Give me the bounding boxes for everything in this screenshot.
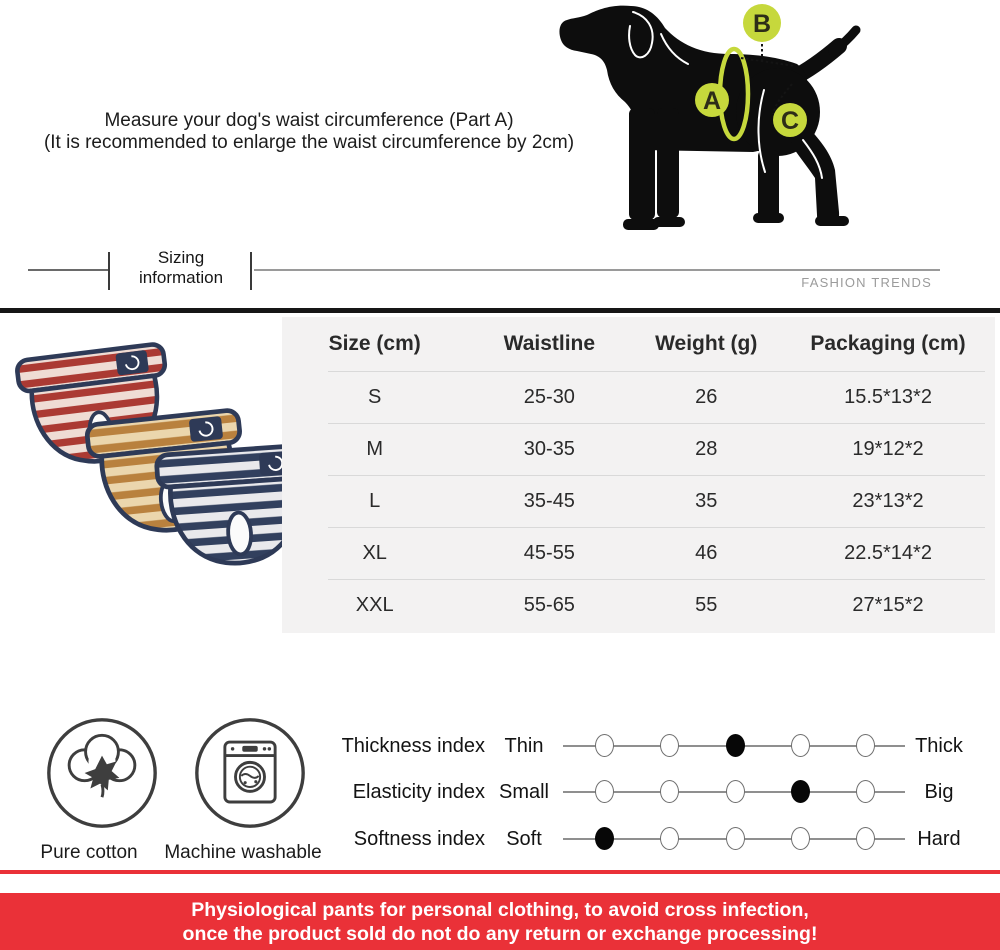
index-label: Softness index — [353, 827, 485, 850]
table-cell: 23*13*2 — [852, 490, 924, 512]
table-cell: M — [366, 438, 384, 460]
table-row — [282, 580, 995, 631]
header-tick-right — [250, 252, 252, 290]
index-dot — [726, 827, 745, 850]
index-dot — [791, 734, 810, 757]
table-cell: 28 — [695, 438, 718, 460]
size-table-body — [282, 371, 995, 631]
column-header: Size (cm) — [328, 332, 421, 355]
index-min-label: Thin — [504, 734, 544, 757]
table-row — [282, 528, 995, 579]
banner-accent-line — [0, 870, 1000, 874]
feature-label-pure-cotton: Pure cotton — [40, 842, 138, 863]
table-cell: 46 — [695, 542, 718, 564]
index-max-label: Thick — [915, 734, 963, 757]
measurement-instructions — [0, 110, 618, 154]
size-table — [282, 317, 995, 633]
table-cell: 45-55 — [523, 542, 575, 564]
header-tick-left — [108, 252, 110, 290]
disclaimer-text — [0, 898, 1000, 946]
index-scale — [563, 777, 905, 807]
column-header: Waistline — [503, 332, 596, 355]
table-cell: 26 — [695, 386, 718, 408]
section-title-line-1: Sizing — [157, 248, 205, 267]
table-cell: 55-65 — [523, 594, 575, 616]
index-dot — [856, 734, 875, 757]
feature-label-machine-washable: Machine washable — [164, 842, 322, 863]
index-dot-filled — [726, 734, 745, 757]
index-min-label: Small — [498, 780, 549, 803]
washing-machine-icon — [192, 715, 308, 831]
index-row — [300, 777, 980, 807]
table-cell: 35 — [695, 490, 718, 512]
size-table-header — [282, 317, 995, 371]
table-cell: 22.5*14*2 — [844, 542, 932, 564]
black-divider — [0, 308, 1000, 313]
column-header: Weight (g) — [655, 332, 758, 355]
index-label: Thickness index — [341, 734, 485, 757]
index-dot — [595, 780, 614, 803]
index-dot — [660, 827, 679, 850]
table-cell: XXL — [355, 594, 394, 616]
cotton-icon — [44, 715, 160, 831]
index-row — [300, 824, 980, 854]
table-row — [282, 372, 995, 423]
disclaimer-line-2: once the product sold do not do any return or exchange processing! — [182, 923, 818, 945]
index-dot — [856, 780, 875, 803]
header-rule-right — [254, 269, 940, 271]
table-cell: 19*12*2 — [852, 438, 924, 460]
index-dot-filled — [791, 780, 810, 803]
section-title-line-2: information — [138, 268, 224, 287]
index-dot — [856, 827, 875, 850]
badge-c-label: C — [780, 107, 800, 135]
index-scale — [563, 731, 905, 761]
dog-measurement-diagram — [545, 0, 925, 250]
index-dot-filled — [595, 827, 614, 850]
disclaimer-banner — [0, 893, 1000, 950]
table-cell: XL — [362, 542, 387, 564]
brand-text: FASHION TRENDS — [801, 275, 932, 290]
header-rule-left — [28, 269, 108, 271]
column-header: Packaging (cm) — [810, 332, 966, 355]
table-cell: 25-30 — [523, 386, 575, 408]
badge-b-label: B — [752, 10, 772, 38]
instruction-line-2: (It is recommended to enlarge the waist circumference by 2cm) — [43, 132, 575, 153]
index-max-label: Big — [924, 780, 954, 803]
index-scale — [563, 824, 905, 854]
product-photos-diapers — [2, 342, 314, 648]
badge-a-label: A — [702, 87, 722, 115]
table-cell: 30-35 — [523, 438, 575, 460]
disclaimer-line-1: Physiological pants for personal clothing, to avoid cross infection, — [191, 899, 809, 921]
table-cell: 27*15*2 — [852, 594, 924, 616]
table-cell: L — [369, 490, 381, 512]
index-dot — [660, 734, 679, 757]
table-cell: 55 — [695, 594, 718, 616]
index-dot — [791, 827, 810, 850]
index-max-label: Hard — [917, 827, 961, 850]
index-dot — [660, 780, 679, 803]
table-cell: 15.5*13*2 — [844, 386, 932, 408]
table-row — [282, 476, 995, 527]
index-label: Elasticity index — [352, 780, 485, 803]
index-row — [300, 731, 980, 761]
table-row — [282, 424, 995, 475]
table-cell: 35-45 — [523, 490, 575, 512]
table-cell: S — [368, 386, 382, 408]
section-title — [112, 248, 250, 288]
index-dot — [595, 734, 614, 757]
index-min-label: Soft — [506, 827, 542, 850]
index-dot — [726, 780, 745, 803]
instruction-line-1: Measure your dog's waist circumference (Part A) — [104, 110, 514, 131]
